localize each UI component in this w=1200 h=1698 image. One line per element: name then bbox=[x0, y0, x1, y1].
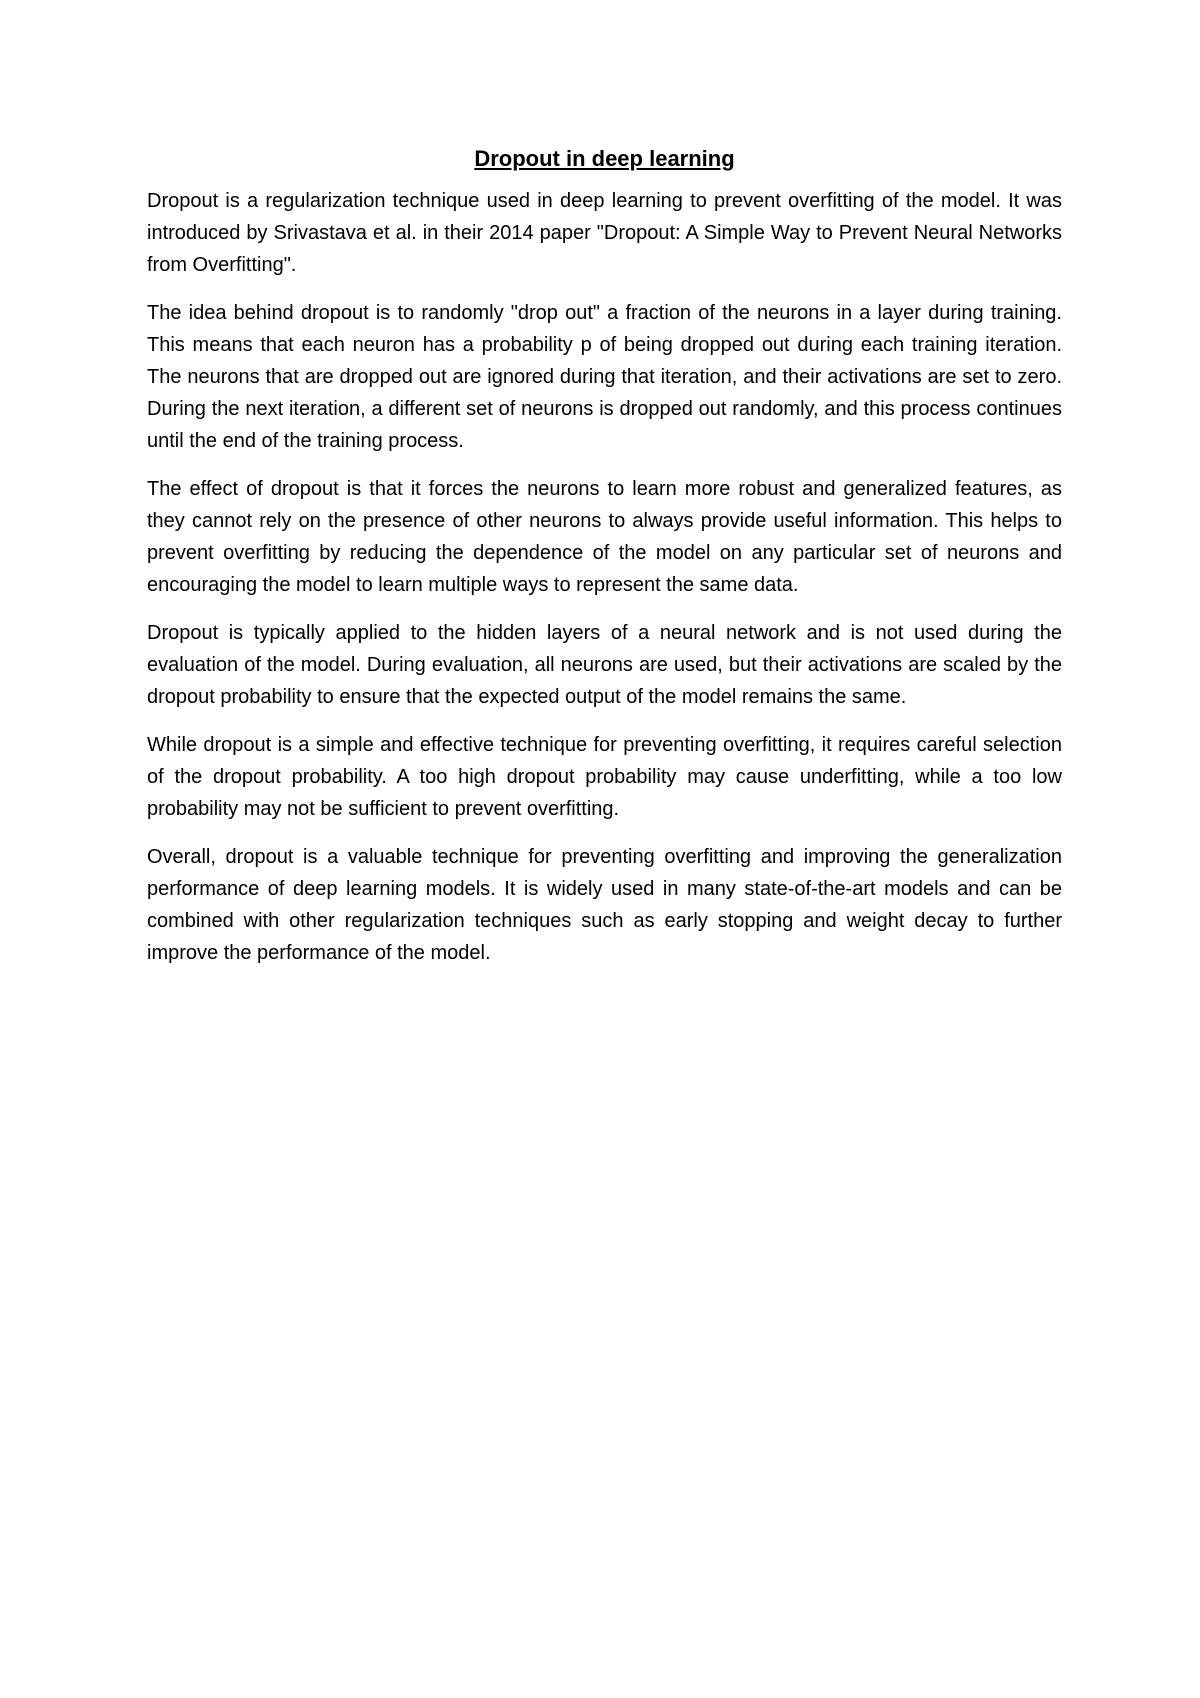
paragraph-effect: The effect of dropout is that it forces the neurons to learn more robust and generalized features, as they cannot rely on the presence of other neurons to always provide useful information. This helps to prevent overfitting by reducing the dependence of the model on any particular set of neurons and encouraging the model to learn multiple ways to represent the same data. bbox=[147, 478, 1062, 596]
paragraph-conclusion: Overall, dropout is a valuable technique for preventing overfitting and improving the generalization performance of deep learning models. It is widely used in many state-of-the-art models and can be combined with other regularization techniques such as early stopping and weight decay to further improve the performance of the model. bbox=[147, 846, 1062, 964]
paragraph-idea: The idea behind dropout is to randomly "drop out" a fraction of the neurons in a layer during training. This means that each neuron has a probability p of being dropped out during each training iteration. The neurons that are dropped out are ignored during that iteration, and their activations are set to zero. During the next iteration, a different set of neurons is dropped out randomly, and this process continues until the end of the training process. bbox=[147, 302, 1062, 452]
document-title: Dropout in deep learning bbox=[474, 146, 735, 171]
paragraph-application: Dropout is typically applied to the hidden layers of a neural network and is not used during the evaluation of the model. During evaluation, all neurons are used, but their activations are scaled by the dropout probability to ensure that the expected output of the model remains the same. bbox=[147, 622, 1062, 708]
paragraph-selection: While dropout is a simple and effective technique for preventing overfitting, it requires careful selection of the dropout probability. A too high dropout probability may cause underfitting, while a too low probability may not be sufficient to prevent overfitting. bbox=[147, 734, 1062, 820]
document-body bbox=[147, 143, 1062, 985]
paragraph-intro: Dropout is a regularization technique used in deep learning to prevent overfitting of the model. It was introduced by Srivastava et al. in their 2014 paper "Dropout: A Simple Way to Prevent Neural Networks from Overfitting". bbox=[147, 190, 1062, 276]
